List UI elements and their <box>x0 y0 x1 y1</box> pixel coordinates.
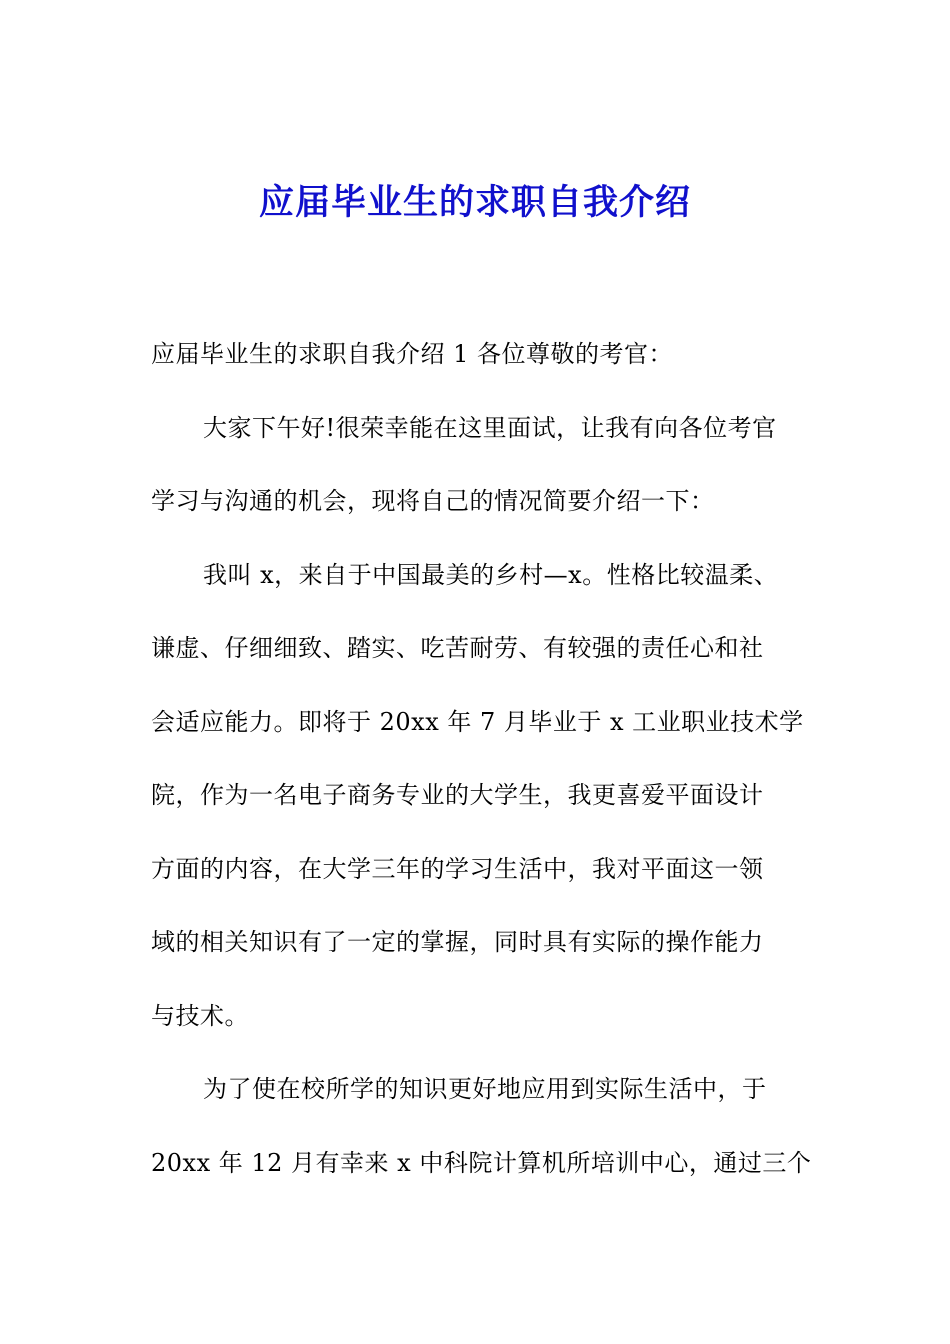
body-line: 学习与沟通的机会，现将自己的情况简要介绍一下： <box>151 487 715 515</box>
body-line: 大家下午好!很荣幸能在这里面试，让我有向各位考官 <box>203 413 777 442</box>
body-line: 方面的内容，在大学三年的学习生活中，我对平面这一领 <box>151 854 764 883</box>
body-line: 20xx 年 12 月有幸来 x 中科院计算机所培训中心，通过三个 <box>151 1148 812 1177</box>
body-line: 我叫 x，来自于中国最美的乡村—x。性格比较温柔、 <box>203 560 779 589</box>
body-line: 应届毕业生的求职自我介绍 1 各位尊敬的考官： <box>151 340 674 368</box>
body-line: 院，作为一名电子商务专业的大学生，我更喜爱平面设计 <box>151 781 764 809</box>
body-line: 域的相关知识有了一定的掌握，同时具有实际的操作能力 <box>151 928 764 956</box>
body-line: 谦虚、仔细细致、踏实、吃苦耐劳、有较强的责任心和社 <box>151 634 764 662</box>
document-body <box>151 329 812 1211</box>
body-line: 会适应能力。即将于 20xx 年 7 月毕业于 x 工业职业技术学 <box>151 707 804 736</box>
body-line: 与技术。 <box>151 1001 249 1030</box>
body-line: 为了使在校所学的知识更好地应用到实际生活中，于 <box>203 1075 767 1103</box>
document-title: 应届毕业生的求职自我介绍 <box>258 183 691 223</box>
